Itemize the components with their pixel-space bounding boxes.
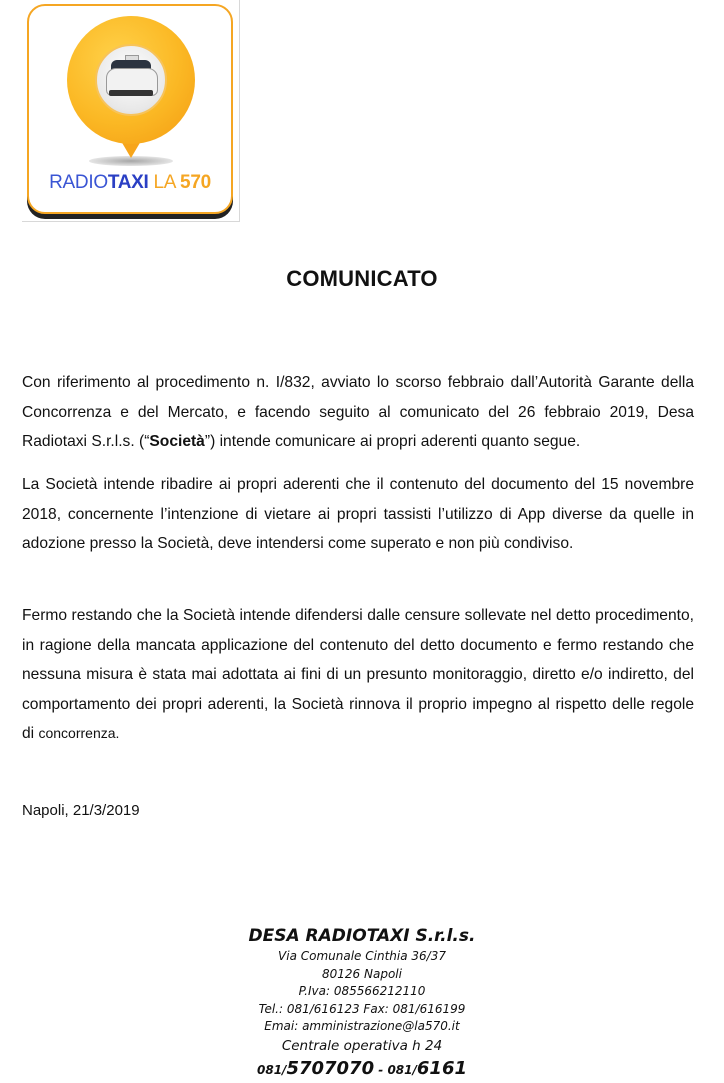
car-bumper: [109, 90, 153, 96]
paragraph-3: [22, 601, 694, 749]
operations-center: Centrale operativa h 24: [281, 1037, 443, 1054]
company-name: DESA RADIOTAXI S.r.l.s.: [248, 926, 476, 946]
phone-1-prefix: 081/: [257, 1062, 287, 1077]
logo-wordmark: [29, 172, 231, 194]
company-address: Via Comunale Cinthia 36/37: [278, 949, 446, 963]
logo-text-radio: RADIO: [49, 172, 108, 193]
paragraph-3-tail: concorrenza.: [38, 725, 120, 741]
paragraph-1-text-b: ”) intende comunicare ai propri aderenti quanto segue.: [204, 433, 581, 450]
phone-2-number: 6161: [416, 1057, 467, 1079]
document-date: Napoli, 21/3/2019: [22, 802, 140, 819]
company-tel-fax: Tel.: 081/616123 Fax: 081/616199: [258, 1001, 466, 1016]
paragraph-3-text: Fermo restando che la Società intende difendersi dalle censure sollevate nel detto procedimento, in ragione della mancata applicazione del contenuto del detto documento e fermo restando che nessuna misura è stata mai adottata ai fini di un presunto monitoraggio, diretto e/o indiretto, del comportamento dei propri aderenti, la Società rinnova il proprio impegno al rispetto delle regole di: [22, 607, 694, 742]
company-email: Emai: amministrazione@la570.it: [264, 1019, 460, 1033]
operations-phones: [0, 1056, 724, 1083]
taxi-car-icon: [95, 44, 167, 116]
paragraph-1: [22, 368, 694, 457]
phone-2-prefix: 081/: [387, 1062, 417, 1077]
paragraph-2: [22, 470, 694, 559]
logo-text-taxi: TAXI: [107, 172, 149, 193]
paragraph-1-text-a: Con riferimento al procedimento n. I/832, avviato lo scorso febbraio dall’Autorità Garante della Concorrenza e del Mercato, e facendo seguito al comunicato del 26 febbraio 2019, Desa Radiotaxi S.r.l.s. (“: [22, 374, 694, 450]
company-footer: [0, 924, 724, 1083]
paragraph-1-bold: Società: [149, 433, 205, 450]
company-city: 80126 Napoli: [322, 966, 402, 981]
radiotaxi-logo: [27, 4, 233, 214]
phone-separator: -: [374, 1062, 388, 1077]
company-vat: P.Iva: 085566212110: [298, 984, 426, 998]
phone-1-number: 5707070: [286, 1057, 375, 1079]
logo-text-la: LA: [148, 172, 181, 193]
document-title: COMUNICATO: [286, 266, 438, 291]
logo-text-number: 570: [180, 172, 211, 193]
map-pin-icon: [67, 16, 195, 144]
logo-container: [22, 0, 240, 222]
paragraph-2-text: La Società intende ribadire ai propri aderenti che il contenuto del documento del 15 novembre 2018, concernente l’intenzione di vietare ai propri tassisti l’utilizzo di App diverse da quelle in adozione presso la Società, deve intendersi come superato e non più condiviso.: [22, 476, 694, 552]
